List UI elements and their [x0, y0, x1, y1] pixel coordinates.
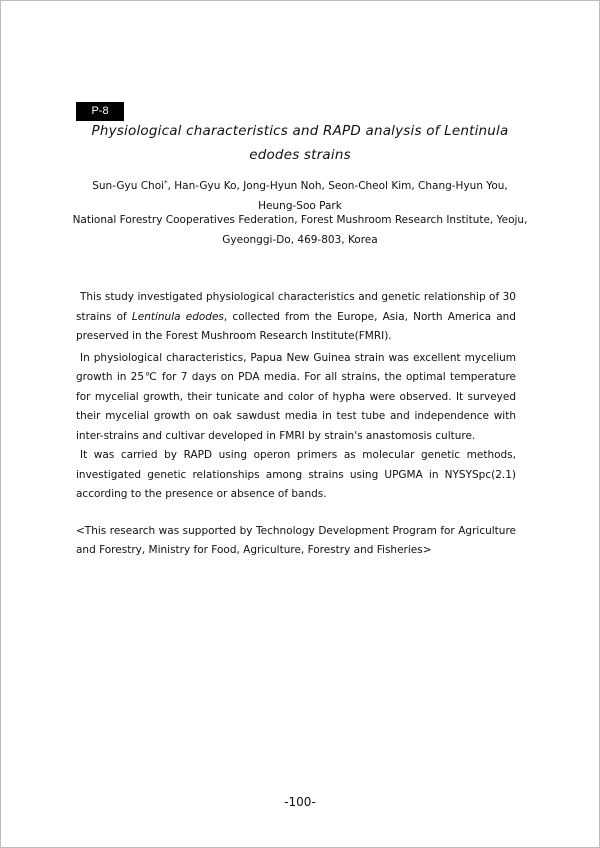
corresponding-author: Sun-Gyu Choi [92, 180, 165, 192]
funding-note: <This research was supported by Technology Development Program for Agriculture and Forestry, Ministry for Food, Agriculture, Forestry and Fisheries> [76, 524, 516, 556]
abstract-paragraph-1: This study investigated physiological characteristics and genetic relationship of 30 strains of Lentinula edodes, collected from the Europe, Asia, North America and preserved in the Forest Mushroom Research Institute(FMRI). [76, 291, 516, 342]
species-name: Lentinula edodes [131, 310, 224, 323]
affiliation-line-2: Gyeonggi-Do, 469-803, Korea [222, 234, 378, 246]
poster-badge: P-8 [76, 102, 124, 121]
abstract-paragraph-2: In physiological characteristics, Papua New Guinea strain was excellent mycelium growth in 25℃ for 7 days on PDA media. For all strains, the optimal temperature for mycelial growth, their tunicate and color of hypha were observed. It surveyed their mycelial growth on oak sawdust media in test tube and independence with inter-strains and cultivar developed in FMRI by strain's anastomosis culture. [76, 351, 516, 442]
abstract-body [76, 288, 516, 561]
affiliation [70, 210, 530, 250]
author-line-1 [70, 176, 530, 196]
co-authors: , Han-Gyu Ko, Jong-Hyun Noh, Seon-Cheol Kim, Chang-Hyun You, [167, 180, 508, 192]
author-line-2: Heung-Soo Park [258, 200, 342, 212]
abstract-paragraph-3: It was carried by RAPD using operon primers as molecular genetic methods, investigated genetic relationships among strains using UPGMA in NYSYSpc(2.1) according to the presence or absence of bands. [76, 449, 516, 500]
paper-title [60, 119, 540, 167]
paper-title-line-2: edodes strains [249, 147, 351, 163]
affiliation-line-1: National Forestry Cooperatives Federation, Forest Mushroom Research Institute, Yeoju, [72, 214, 528, 226]
paper-title-line-1: Physiological characteristics and RAPD analysis of Lentinula [91, 123, 509, 139]
page-number: -100- [284, 795, 316, 809]
corresponding-author-mark: * [164, 179, 168, 187]
